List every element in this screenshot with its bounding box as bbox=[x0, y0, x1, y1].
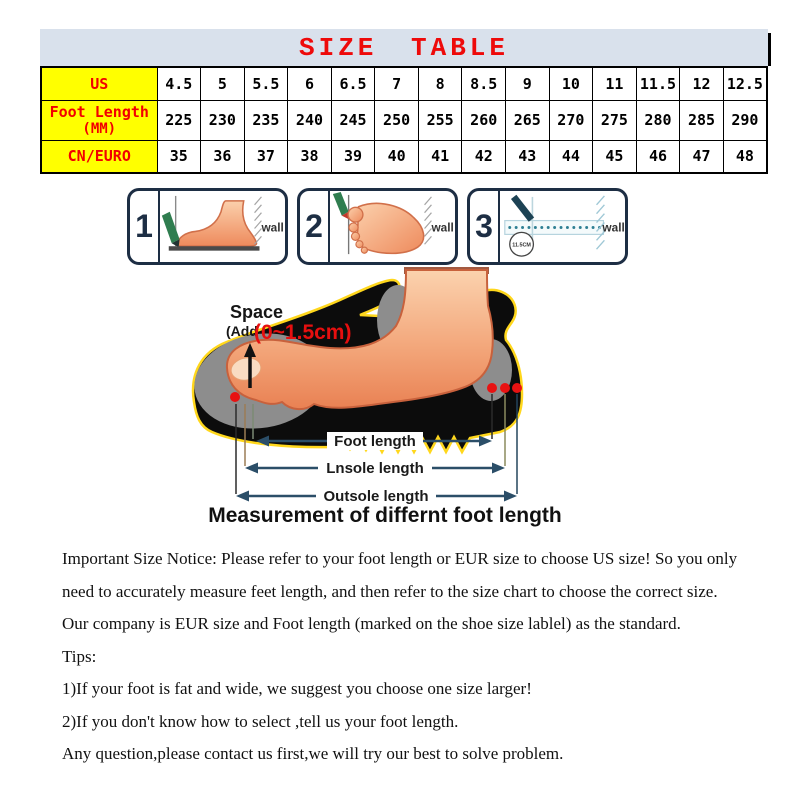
table-cell: 285 bbox=[680, 100, 724, 140]
table-cell: 42 bbox=[462, 140, 506, 173]
table-cell: 35 bbox=[157, 140, 201, 173]
table-cell: 235 bbox=[244, 100, 288, 140]
table-cell: 36 bbox=[201, 140, 245, 173]
measure-dot bbox=[512, 383, 522, 393]
measure-dot bbox=[230, 392, 240, 402]
step-1-number: 1 bbox=[130, 191, 160, 262]
measure-step-2-panel bbox=[297, 188, 458, 265]
table-cell: 45 bbox=[593, 140, 637, 173]
table-cell: 250 bbox=[375, 100, 419, 140]
table-cell: 225 bbox=[157, 100, 201, 140]
measure-dot bbox=[487, 383, 497, 393]
table-cell: 6.5 bbox=[331, 67, 375, 100]
foot-side-measure-icon bbox=[160, 191, 285, 262]
space-add-label: (Add bbox=[226, 323, 258, 339]
table-cell: 270 bbox=[549, 100, 593, 140]
table-cell: 11.5 bbox=[636, 67, 680, 100]
table-cell: 245 bbox=[331, 100, 375, 140]
foot-length-label: Foot length bbox=[334, 433, 416, 450]
measure-step-1-panel bbox=[127, 188, 288, 265]
table-cell: 230 bbox=[201, 100, 245, 140]
notice-line: Important Size Notice: Please refer to your foot length or EUR size to choose US size! So you only bbox=[62, 549, 738, 568]
table-cell: 240 bbox=[288, 100, 332, 140]
table-row-cn-euro bbox=[41, 140, 767, 173]
table-cell: 11 bbox=[593, 67, 637, 100]
table-cell: 10 bbox=[549, 67, 593, 100]
wall-label: wall bbox=[261, 220, 284, 235]
step-2-illustration bbox=[330, 191, 455, 262]
table-cell: 255 bbox=[418, 100, 462, 140]
notice-line: 1)If your foot is fat and wide, we suggest you choose one size larger! bbox=[62, 679, 532, 698]
table-cell: 265 bbox=[506, 100, 550, 140]
space-value-label: (0~1.5cm) bbox=[254, 321, 352, 344]
measure-dot bbox=[500, 383, 510, 393]
foot-length-diagram bbox=[150, 266, 630, 512]
outsole-length-label: Outsole length bbox=[323, 488, 429, 505]
table-cell: 43 bbox=[506, 140, 550, 173]
diagram-heading: Measurement of differnt foot length bbox=[208, 504, 562, 527]
table-cell: 38 bbox=[288, 140, 332, 173]
outsole-length-arrow bbox=[236, 487, 517, 505]
table-cell: 6 bbox=[288, 67, 332, 100]
table-cell: 8.5 bbox=[462, 67, 506, 100]
insole-length-arrow bbox=[245, 459, 505, 477]
table-cell: 260 bbox=[462, 100, 506, 140]
table-cell: 280 bbox=[636, 100, 680, 140]
row-label-us: US bbox=[41, 67, 157, 100]
wall-label: wall bbox=[602, 220, 625, 235]
table-cell: 275 bbox=[593, 100, 637, 140]
table-cell: 5.5 bbox=[244, 67, 288, 100]
table-cell: 41 bbox=[418, 140, 462, 173]
table-cell: 7 bbox=[375, 67, 419, 100]
table-row-us bbox=[41, 67, 767, 100]
table-cell: 12 bbox=[680, 67, 724, 100]
foot-top-measure-icon bbox=[330, 191, 455, 262]
table-cell: 9 bbox=[506, 67, 550, 100]
ruler-measure-icon bbox=[500, 191, 625, 262]
notice-line: Tips: bbox=[62, 646, 97, 666]
table-cell: 5 bbox=[201, 67, 245, 100]
notice-line: Any question,please contact us first,we will try our best to solve problem. bbox=[62, 744, 564, 763]
table-cell: 46 bbox=[636, 140, 680, 173]
size-notice bbox=[62, 543, 762, 771]
header-shadow bbox=[768, 33, 771, 66]
table-cell: 39 bbox=[331, 140, 375, 173]
size-table-title: SIZE TABLE bbox=[298, 32, 510, 63]
step-3-number: 3 bbox=[470, 191, 500, 262]
measure-step-3-panel bbox=[467, 188, 628, 265]
step-3-illustration bbox=[500, 191, 625, 262]
table-cell: 37 bbox=[244, 140, 288, 173]
table-cell: 48 bbox=[723, 140, 767, 173]
space-label: Space bbox=[230, 302, 284, 322]
size-conversion-table bbox=[40, 66, 768, 174]
insole-length-label: Lnsole length bbox=[326, 460, 424, 477]
notice-line: Our company is EUR size and Foot length (marked on the shoe size lablel) as the standard. bbox=[62, 614, 681, 633]
row-label-cn-euro: CN/EURO bbox=[41, 140, 157, 173]
table-cell: 290 bbox=[723, 100, 767, 140]
notice-line: 2)If you don't know how to select ,tell us your foot length. bbox=[62, 711, 459, 731]
table-cell: 40 bbox=[375, 140, 419, 173]
ruler-circle-label: 11.5CM bbox=[512, 242, 531, 249]
table-cell: 47 bbox=[680, 140, 724, 173]
wall-label: wall bbox=[431, 220, 454, 235]
size-table-header bbox=[40, 29, 768, 66]
table-row-foot-length bbox=[41, 100, 767, 140]
table-cell: 44 bbox=[549, 140, 593, 173]
step-2-number: 2 bbox=[300, 191, 330, 262]
table-cell: 8 bbox=[418, 67, 462, 100]
step-1-illustration bbox=[160, 191, 285, 262]
table-cell: 12.5 bbox=[723, 67, 767, 100]
notice-line: need to accurately measure feet length, and then refer to the size chart to choose the correct size. bbox=[62, 581, 718, 601]
table-cell: 4.5 bbox=[157, 67, 201, 100]
row-label-foot-length: Foot Length (MM) bbox=[41, 100, 157, 140]
